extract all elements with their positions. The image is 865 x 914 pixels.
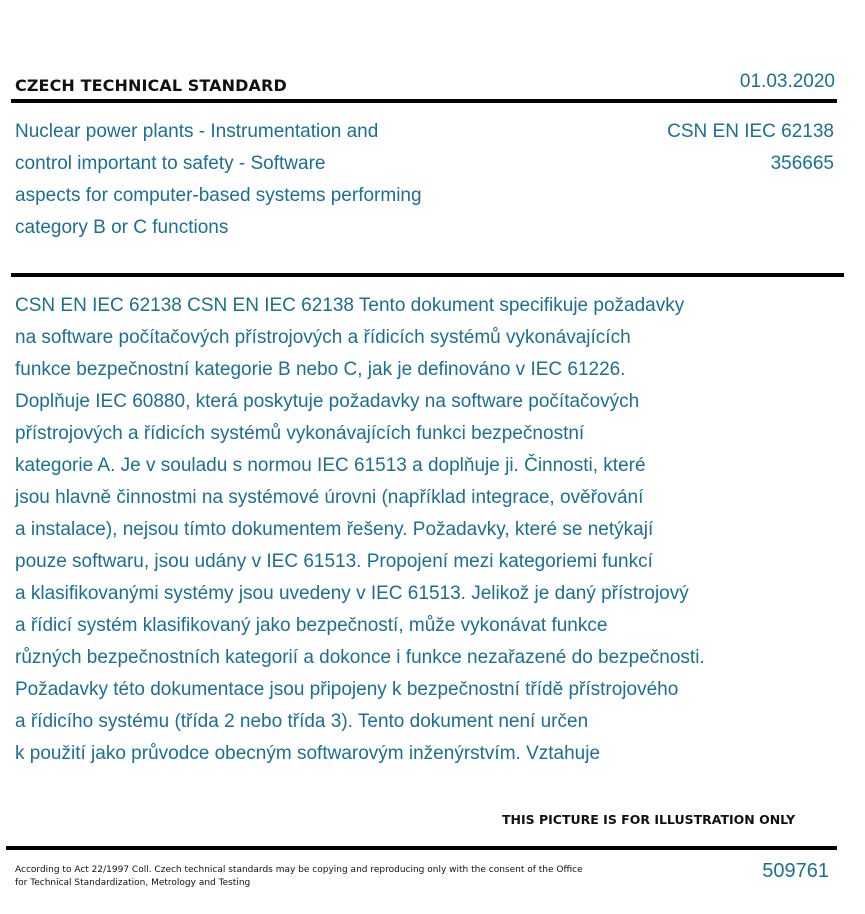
document-number: 509761	[762, 860, 829, 882]
abstract-line: jsou hlavně činnostmi na systémové úrovni (například integrace, ověřování	[15, 487, 644, 508]
copyright-line: for Technical Standardization, Metrology and Testing	[15, 878, 251, 888]
title-line: Nuclear power plants - Instrumentation and	[15, 121, 379, 142]
abstract-line: kategorie A. Je v souladu s normou IEC 61513 a doplňuje ji. Činnosti, které	[15, 455, 646, 476]
abstract-line: funkce bezpečnostní kategorie B nebo C, jak je definováno v IEC 61226.	[15, 359, 626, 380]
document-type-label: CZECH TECHNICAL STANDARD	[15, 76, 287, 95]
standard-title	[15, 116, 495, 244]
abstract-line: pouze softwaru, jsou udány v IEC 61513. Propojení mezi kategoriemi funkcí	[15, 551, 653, 572]
abstract-line: Požadavky této dokumentace jsou připojeny k bezpečnostní třídě přístrojového	[15, 679, 679, 700]
abstract-line: k použití jako průvodce obecným softwarovým inženýrstvím. Vztahuje	[15, 743, 601, 764]
publication-date: 01.03.2020	[739, 71, 835, 92]
abstract-line: CSN EN IEC 62138 CSN EN IEC 62138 Tento dokument specifikuje požadavky	[15, 295, 685, 316]
abstract-line: přístrojových a řídicích systémů vykonávajících funkci bezpečnostní	[15, 423, 585, 444]
abstract-line: a instalace), nejsou tímto dokumentem řešeny. Požadavky, které se netýkají	[15, 519, 654, 540]
abstract-line: Doplňuje IEC 60880, která poskytuje požadavky na software počítačových	[15, 391, 640, 412]
title-line: control important to safety - Software	[15, 153, 326, 174]
copyright-notice	[15, 864, 615, 890]
title-line: category B or C functions	[15, 217, 229, 238]
abstract-text	[15, 290, 845, 770]
abstract-line: různých bezpečnostních kategorií a dokonce i funkce nezařazené do bezpečnosti.	[15, 647, 705, 668]
standard-code: CSN EN IEC 62138	[667, 121, 834, 142]
abstract-line: na software počítačových přístrojových a řídicích systémů vykonávajících	[15, 327, 631, 348]
copyright-line: According to Act 22/1997 Coll. Czech technical standards may be copying and reproducing only with the consent of the Office	[15, 865, 583, 875]
title-rule	[11, 273, 844, 277]
header-rule	[11, 99, 837, 103]
standard-identifier	[667, 116, 834, 180]
standard-number: 356665	[770, 153, 834, 174]
abstract-line: a klasifikovanými systémy jsou uvedeny v IEC 61513. Jelikož je daný přístrojový	[15, 583, 689, 604]
title-line: aspects for computer-based systems performing	[15, 185, 422, 206]
abstract-line: a řídicí systém klasifikovaný jako bezpečností, může vykonávat funkce	[15, 615, 608, 636]
illustration-note: THIS PICTURE IS FOR ILLUSTRATION ONLY	[502, 812, 796, 827]
abstract-line: a řídicího systému (třída 2 nebo třída 3). Tento dokument není určen	[15, 711, 589, 732]
footer-rule	[6, 846, 837, 850]
